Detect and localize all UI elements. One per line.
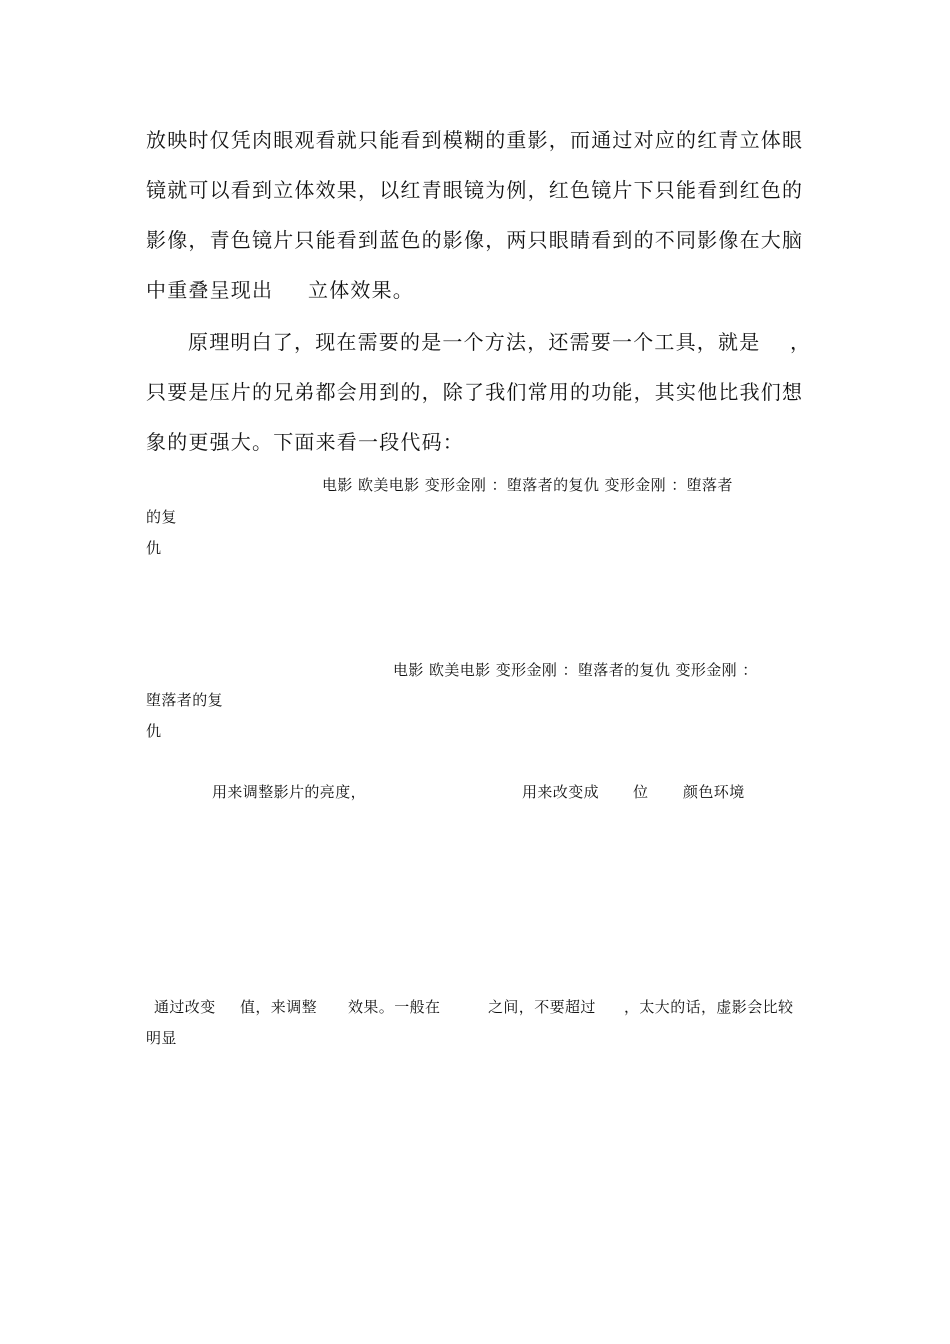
paragraph2-line3: 象的更强大。下面来看一段代码： [146, 430, 464, 454]
explanation-line [146, 781, 816, 803]
paragraph1-line1: 放映时仅凭肉眼观看就只能看到模糊的重影，而通过对应的红青立体眼 [146, 128, 804, 152]
paragraph2-line1-comma: ， [790, 330, 812, 354]
note-part4: 之间，不要超过 [488, 998, 596, 1016]
paragraph1-line4 [146, 274, 546, 302]
code-block1-line2: 的复 [146, 508, 177, 526]
paragraph2-line1-text: 原理明白了，现在需要的是一个方法，还需要一个工具，就是 [188, 330, 761, 354]
note-part3: 效果。一般在 [348, 998, 441, 1016]
note-line2: 明显 [146, 1029, 177, 1047]
paragraph1-line2: 镜就可以看到立体效果，以红青眼镜为例，红色镜片下只能看到红色的 [146, 178, 804, 202]
paragraph1-line4-part-a: 中重叠呈现出 [146, 278, 274, 302]
code-block2-line2: 堕落者的复 [146, 691, 224, 709]
explanation-part4: 颜色环境 [683, 783, 745, 801]
code-block2-line1: 电影 欧美电影 变形金刚 ：堕落者的复仇 变形金刚 ： [393, 661, 758, 679]
note-part1: 通过改变 [154, 998, 216, 1016]
note-part2: 值，来调整 [240, 998, 318, 1016]
explanation-part1: 用来调整影片的亮度， [212, 783, 367, 801]
code-block2-line3: 仇 [146, 722, 162, 740]
paragraph1-line4-part-b: 立体效果。 [308, 278, 414, 302]
code-block1-line3: 仇 [146, 539, 162, 557]
explanation-part3: 位 [633, 783, 649, 801]
explanation-part2: 用来改变成 [522, 783, 600, 801]
paragraph2-line2: 只要是压片的兄弟都会用到的，除了我们常用的功能，其实他比我们想 [146, 380, 804, 404]
note-line1 [146, 996, 816, 1018]
paragraph2-line1 [146, 326, 816, 354]
paragraph1-line3: 影像，青色镜片只能看到蓝色的影像，两只眼睛看到的不同影像在大脑 [146, 228, 804, 252]
code-block1-line1: 电影 欧美电影 变形金刚 ：堕落者的复仇 变形金刚 ：堕落者 [322, 476, 733, 494]
note-part5: ，太大的话，虚影会比较 [624, 998, 794, 1016]
